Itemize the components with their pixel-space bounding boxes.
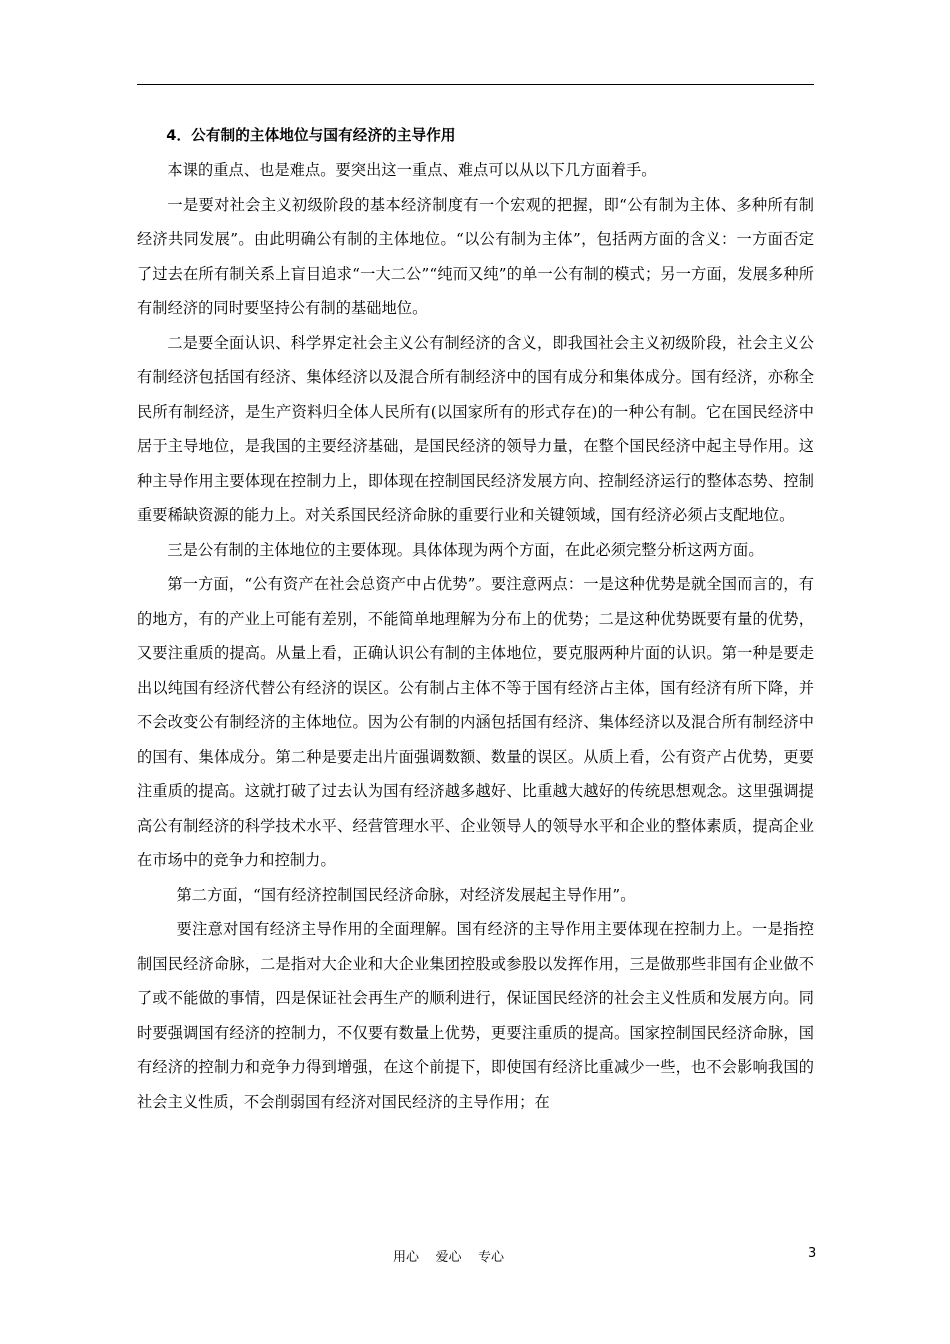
header-rule	[137, 84, 814, 85]
footer-motto: 用心 爱心 专心	[393, 1250, 505, 1265]
paragraph-first-aspect: 第一方面，“公有资产在社会总资产中占优势”。要注意两点：一是这种优势是就全国而言的，有的地方，有的产业上可能有差别，不能简单地理解为分布上的优势；二是这种优势既要有量的优势，又要注重质的提高。从量上看，正确认识公有制的主体地位，要克服两种片面的认识。第一种是要走出以纯国有经济代替公有经济的误区。公有制占主体不等于国有经济占主体，国有经济有所下降，并不会改变公有制经济的主体地位。因为公有制的内涵包括国有经济、集体经济以及混合所有制经济中的国有、集体成分。第二种是要走出片面强调数额、数量的误区。从质上看，公有资产占优势，更要注重质的提高。这就打破了过去认为国有经济越多越好、比重越大越好的传统思想观念。这里强调提高公有制经济的科学技术水平、经营管理水平、企业领导人的领导水平和企业的整体素质，提高企业在市场中的竞争力和控制力。	[137, 575, 814, 869]
paragraph-leading-role: 要注意对国有经济主导作用的全面理解。国有经济的主导作用主要体现在控制力上。一是指控制国民经济命脉，二是指对大企业和大企业集团控股或参股以发挥作用，三是做那些非国有企业做不了或不能做的事情，四是保证社会再生产的顺利进行，保证国民经济的社会主义性质和发展方向。同时要强调国有经济的控制力，不仅要有数量上优势，更要注重质的提高。国家控制国民经济命脉，国有经济的控制力和竞争力得到增强，在这个前提下，即使国有经济比重减少一些，也不会影响我国的社会主义性质，不会削弱国有经济对国民经济的主导作用；在	[137, 920, 814, 1111]
paragraph-second-aspect: 第二方面，“国有经济控制国民经济命脉，对经济发展起主导作用”。	[176, 885, 636, 904]
paragraph-intro: 本课的重点、也是难点。要突出这一重点、难点可以从以下几方面着手。	[167, 161, 657, 179]
paragraph-first-point: 一是要对社会主义初级阶段的基本经济制度有一个宏观的把握，即“公有制为主体、多种所有制经济共同发展”。由此明确公有制的主体地位。“以公有制为主体”，包括两方面的含义：一方面否定了过去在所有制关系上盲目追求“一大二公”“纯而又纯”的单一公有制的模式；另一方面，发展多种所有制经济的同时要坚持公有制的基础地位。	[137, 195, 814, 317]
document-body	[137, 121, 814, 1119]
paragraph-third-point: 三是公有制的主体地位的主要体现。具体体现为两个方面，在此必须完整分析这两方面。	[167, 540, 764, 559]
paragraph-second-point: 二是要全面认识、科学界定社会主义公有制经济的含义，即我国社会主义初级阶段，社会主义公有制经济包括国有经济、集体经济以及混合所有制经济中的国有成分和集体成分。国有经济，亦称全民所有制经济，是生产资料归全体人民所有(以国家所有的形式存在)的一种公有制。它在国民经济中居于主导地位，是我国的主要经济基础，是国民经济的领导力量，在整个国民经济中起主导作用。这种主导作用主要体现在控制力上，即体现在控制国民经济发展方向、控制经济运行的整体态势、控制重要稀缺资源的能力上。对关系国民经济命脉的重要行业和关键领域，国有经济必须占支配地位。	[137, 333, 814, 524]
page-number: 3	[808, 1246, 817, 1261]
section-heading: 4．公有制的主体地位与国有经济的主导作用	[166, 127, 456, 144]
